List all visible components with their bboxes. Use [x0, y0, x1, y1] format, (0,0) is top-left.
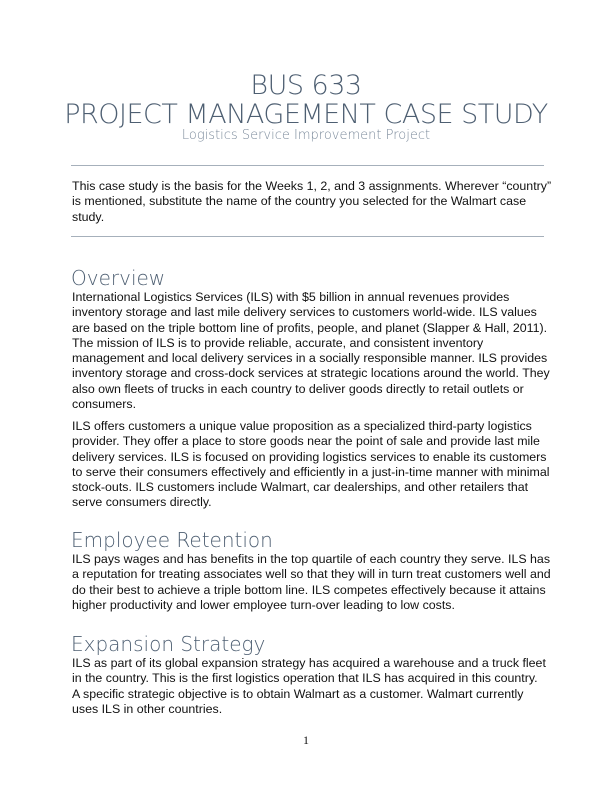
document-subtitle: Logistics Service Improvement Project: [181, 128, 431, 143]
text-line: is mentioned, substitute the name of the country you selected for the Walmart case: [72, 194, 527, 209]
text-line: higher productivity and lower employee turn-over leading to low costs.: [72, 597, 455, 612]
text-line: ILS offers customers a unique value proposition as a specialized third-party logistics: [72, 419, 532, 433]
text-line: stock-outs. ILS customers include Walmart, car dealerships, and other retailers that: [72, 480, 529, 495]
text-line: to serve their consumers effectively and efficiently in a just-in-time manner with minimal: [72, 464, 550, 479]
text-line: serve consumers directly.: [72, 495, 212, 510]
text-line: International Logistics Services (ILS) with $5 billion in annual revenues provides: [72, 290, 510, 304]
expansion-strategy-paragraph: [72, 656, 552, 717]
text-line: consumers.: [72, 397, 137, 412]
text-line: provider. They offer a place to store goods near the point of sale and provide last mile: [72, 434, 540, 449]
text-line: This case study is the basis for the Weeks 1, 2, and 3 assignments. Wherever “country”: [72, 179, 552, 193]
overview-paragraph-1: [72, 290, 552, 412]
text-line: The mission of ILS is to provide reliable, accurate, and consistent inventory: [72, 335, 484, 350]
document-title-course: BUS 633: [250, 70, 362, 101]
divider-top: [71, 165, 544, 166]
text-line: do their best to achieve a triple bottom line. ILS competes effectively because it attains: [72, 582, 546, 597]
employee-retention-paragraph: [72, 552, 552, 613]
text-line: inventory storage and cross-dock services at strategic locations around the world. They: [72, 366, 550, 381]
text-line: also own fleets of trucks in each country to deliver goods directly to retail outlets or: [72, 381, 524, 396]
overview-paragraph-2: [72, 419, 552, 511]
text-line: ILS pays wages and has benefits in the top quartile of each country they serve. ILS has: [72, 552, 551, 566]
section-heading-expansion-strategy: Expansion Strategy: [71, 632, 266, 656]
text-line: inventory storage and last mile delivery services to customers world-wide. ILS values: [72, 305, 537, 320]
text-line: management and local delivery services in a socially responsible manner. ILS provides: [72, 351, 548, 366]
text-line: in the country. This is the first logistics operation that ILS has acquired in this country.: [72, 671, 538, 686]
text-line: A specific strategic objective is to obtain Walmart as a customer. Walmart currently: [72, 686, 524, 701]
text-line: study.: [72, 209, 105, 224]
text-line: delivery services. ILS is focused on providing logistics services to enable its customers: [72, 449, 547, 464]
intro-paragraph: [72, 179, 552, 225]
document-title: PROJECT MANAGEMENT CASE STUDY: [64, 99, 548, 130]
text-line: a reputation for treating associates well so that they will in turn treat customers well and: [72, 567, 551, 582]
section-heading-overview: Overview: [71, 266, 166, 290]
divider-bottom: [71, 236, 544, 237]
text-line: ILS as part of its global expansion strategy has acquired a warehouse and a truck fleet: [72, 656, 546, 670]
text-line: uses ILS in other countries.: [72, 701, 223, 716]
section-heading-employee-retention: Employee Retention: [71, 528, 273, 552]
page-number: 1: [303, 733, 309, 747]
text-line: are based on the triple bottom line of profits, people, and planet (Slapper & Hall, 2011).: [72, 320, 548, 335]
